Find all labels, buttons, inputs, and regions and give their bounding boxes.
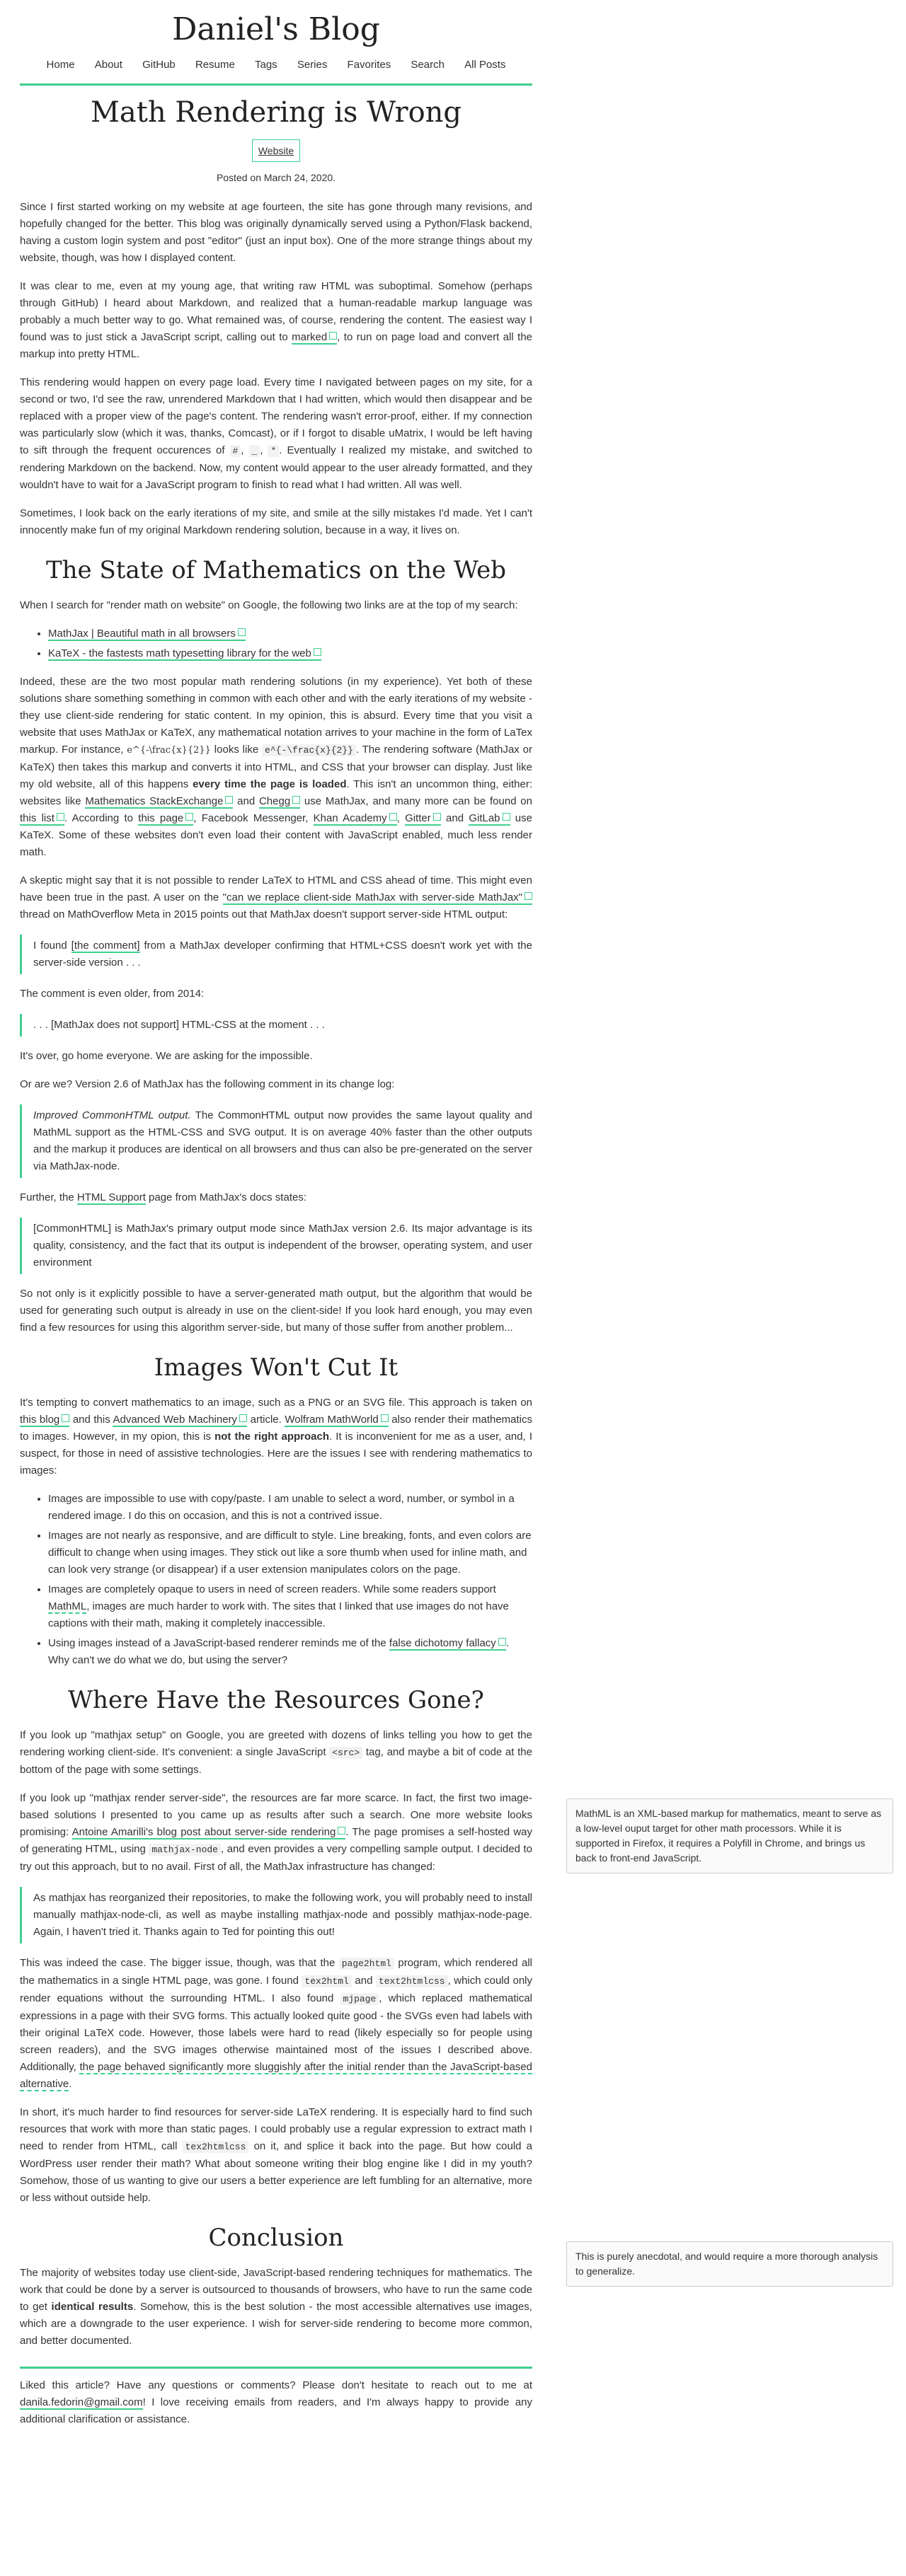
nav-about[interactable]: About: [94, 59, 122, 71]
bold-text: identical results: [51, 2301, 134, 2313]
external-link-icon: [503, 813, 510, 821]
site-title[interactable]: Daniel's Blog: [172, 11, 380, 47]
link-this-list[interactable]: this list: [20, 812, 64, 826]
paragraph: So not only is it explicitly possible to have a server-generated math output, but the algorithm that would be used for generating such output is already in use on the client-side! If you look hard enough, you may even find a few resources for using this algorithm server-side, but many of those suffer from another problem...: [20, 1288, 532, 1334]
external-link-icon: [338, 1827, 345, 1835]
list-item: [48, 645, 532, 662]
heading-state-of-math: The State of Mathematics on the Web: [45, 556, 507, 584]
paragraph: If you look up "mathjax render server-side", the resources are far more scarce. In fact, the first two image-based solutions I presented to you came up as results after such a search. One more website looks promising: Antoine Amarilli's blog post about server-side rendering . The page promises a self-hosted way of generating HTML, using mathjax-node , and even provides a very compelling sample output. I decided to try out this approach, but to no avail. First of all, the MathJax infrastructure has changed:: [20, 1792, 532, 1873]
blockquote: [CommonHTML] is MathJax's primary output mode since MathJax version 2.6. Its major advantage is its quality, consistency, and the fact that its output is independent of the browser, operating system, and user environment: [20, 1218, 532, 1274]
heading-conclusion: Conclusion: [208, 2224, 344, 2252]
paragraph: Sometimes, I look back on the early iterations of my site, and smile at the silly mistakes I'd made. Yet I can't innocently make fun of my original Markdown rendering solution, because in a way, it lives on.: [20, 507, 532, 536]
link-katex[interactable]: KaTeX - the fastests math typesetting library for the web: [48, 647, 321, 661]
inline-code: text2htmlcss: [376, 1975, 448, 1987]
link-this-blog[interactable]: this blog: [20, 1414, 69, 1427]
inline-code: page2html: [339, 1958, 394, 1970]
paragraph: This rendering would happen on every page load. Every time I navigated between pages on my site, for a second or two, I'd see the raw, unrendered Markdown that I had written, which would then disappear and be replaced with a proper view of the page's content. The rendering wasn't error-proof, either. If my connection was particularly slow (which it was, thanks, Comcast), or if I forgot to disable uMatrix, I would be left having to sift through the frequent occurences of # , _ , * . Eventually I realized my mistake, and switched to rendering Markdown on the backend. Now, my content would appear to the user already formatted, and they wouldn't have to wait for a JavaScript program to finish to read what I had written. All was well.: [20, 376, 532, 491]
paragraph: Indeed, these are the two most popular math rendering solutions (in my experience). Yet both of these solutions share something something in common with each other and with the early iterations of my website - they use client-side rendering for static content. In my opinion, this is absurd. Every time that you visit a website that uses MathJax or KaTeX, any mathematical notation arrives to your machine in the form of LaTex markup. For instance, e^{-\frac{x}{2}} looks like e^{-\frac{x}{2}} . The rendering software (MathJax or KaTeX) then takes this markup and converts it into HTML, and CSS that your browser can display. Just like my old website, all of this happens every time the page is loaded. This isn't an uncommon thing, either: websites like Mathematics StackExchange and Chegg use MathJax, and many more can be found on this list . According to this page , Facebook Messenger, Khan Academy , Gitter and GitLab use KaTeX. Some of these websites don't even load their content with JavaScript enabled, much less render math.: [20, 676, 533, 858]
link-gitlab[interactable]: GitLab: [469, 812, 510, 826]
link-amarilli-blog[interactable]: Antoine Amarilli's blog post about server-side rendering: [72, 1826, 346, 1839]
nav-search[interactable]: Search: [411, 59, 445, 71]
external-link-icon: [433, 813, 441, 821]
tag-website[interactable]: Website: [252, 139, 300, 162]
inline-code: <src>: [329, 1747, 362, 1759]
email-link[interactable]: danila.fedorin@gmail.com: [20, 2396, 143, 2408]
blockquote: As mathjax has reorganized their repositories, to make the following work, you will probably need to install manually mathjax-node-cli, as well as maybe installing mathjax-node and possibly mathjax-node-page. Again, I haven't tried it. Thanks again to Ted for pointing this out!: [20, 1887, 532, 1943]
external-link-icon: [185, 813, 193, 821]
sidenote-mathml: MathML is an XML-based markup for mathematics, meant to serve as a low-level ouput target for other math processors. While it is supported in Firefox, it requires a Polyfill in Chrome, and brings us back to front-end JavaScript.: [566, 1798, 893, 1873]
nav-series[interactable]: Series: [297, 59, 328, 71]
paragraph: It's over, go home everyone. We are asking for the impossible.: [20, 1050, 313, 1062]
list-item: • Images are impossible to use with copy/paste. I am unable to select a word, number, or symbol in a rendered image. I do this on occasion, and this is not a contrived issue.: [48, 1491, 532, 1525]
link-the-comment[interactable]: [the comment]: [71, 940, 140, 952]
external-link-icon: [239, 1414, 247, 1422]
blockquote: I found [the comment] from a MathJax developer confirming that HTML+CSS doesn't work yet with the server-side version . . .: [20, 935, 532, 974]
external-link-icon: [389, 813, 397, 821]
external-link-icon: [329, 332, 337, 340]
link-mathoverflow-thread[interactable]: "can we replace client-side MathJax with server-side MathJax": [223, 891, 532, 905]
external-link-icon: [314, 648, 321, 656]
inline-code: mathjax-node: [149, 1844, 221, 1856]
math-expression: e^{-\frac{x}{2}}: [127, 745, 211, 756]
link-false-dichotomy[interactable]: false dichotomy fallacy: [389, 1637, 506, 1651]
tag-list: [20, 139, 532, 162]
link-wolfram-mathworld[interactable]: Wolfram MathWorld: [285, 1414, 388, 1427]
inline-code: *: [268, 445, 279, 457]
link-html-support[interactable]: HTML Support: [76, 1191, 146, 1203]
paragraph: Or are we? Version 2.6 of MathJax has the following comment in its change log:: [20, 1078, 395, 1090]
external-link-icon: [62, 1414, 69, 1422]
inline-code: e^{-\frac{x}{2}}: [262, 744, 356, 756]
blockquote: . . . [MathJax does not support] HTML-CSS at the moment . . .: [20, 1014, 532, 1036]
external-link-icon: [238, 628, 246, 636]
inline-code: _: [249, 445, 260, 457]
bold-text: every time the page is loaded: [193, 778, 347, 790]
footer-divider: [20, 2367, 532, 2369]
main-nav: [20, 57, 532, 74]
paragraph: Further, the HTML Support page from MathJax's docs states:: [20, 1191, 306, 1203]
nav-github[interactable]: GitHub: [142, 59, 176, 71]
paragraph: This was indeed the case. The bigger issue, though, was that the page2html program, which rendered all the mathematics in a single HTML page, was gone. I found tex2html and text2htmlcss , which could only render equations without the surrounding HTML. I also found mjpage , which replaced mathematical expressions in a page with their SVG forms. This actually looked quite good - the SVGs even had labels with their original LaTeX code. However, those labels were hard to read (likely especially so for people using screen readers), and the SVG images otherwise maintained most of the issues I described above. Additionally, the page behaved significantly more sluggishly after the initial render than the JavaScript-based alternative.: [20, 1957, 532, 2090]
link-mathjax[interactable]: MathJax | Beautiful math in all browsers: [48, 628, 246, 641]
paragraph: In short, it's much harder to find resources for server-side LaTeX rendering. It is especially hard to find such resources that work with more than static pages. I could probably use a regular expression to extract math I need to render from HTML, call tex2htmlcss on it, and splice it back into the page. But how could a WordPress user render their math? What about someone writing their blog engine like I did in my youth? Somehow, those of us wanting to give our users a better experience are left fumbling for an alternative, more or less without outside help.: [20, 2106, 532, 2204]
paragraph: Since I first started working on my website at age fourteen, the site has gone through many revisions, and hopefully changed for the better. This blog was originally dynamically served using a Python/Flask backend, having a custom login system and post "editor" (just an input box). One of the more strange things about my website, though, was how I displayed content.: [20, 201, 532, 264]
nav-home[interactable]: Home: [46, 59, 75, 71]
list-item: [48, 625, 532, 642]
inline-code: tex2html: [302, 1975, 351, 1987]
heading-images: Images Won't Cut It: [154, 1353, 398, 1382]
post-title: Math Rendering is Wrong: [90, 96, 462, 129]
paragraph: A skeptic might say that it is not possible to render LaTeX to HTML and CSS ahead of time. This might even have been true in the past. A user on the "can we replace client-side MathJax with server-side MathJax" thread on MathOverflow Meta in 2015 points out that MathJax doesn't support server-side HTML output:: [20, 874, 532, 920]
post-date: Posted on March 24, 2020.: [216, 172, 336, 183]
link-marked[interactable]: marked: [292, 331, 337, 345]
search-results-list: [20, 625, 532, 662]
link-sluggish-sidenote[interactable]: the page behaved significantly more sluggishly after the initial render than the JavaScript-based alternative: [20, 2061, 532, 2090]
paragraph: It's tempting to convert mathematics to an image, such as a PNG or an SVG file. This approach is taken on this blog and this Advanced Web Machinery article. Wolfram MathWorld also render their mathematics to images. However, in my opion, this is not the right approach. It is inconvenient for me as a user, and, I suspect, for those in need of assistive technologies. Here are the issues I see with rendering mathematics to images:: [20, 1397, 533, 1477]
external-link-icon: [524, 892, 532, 900]
blockquote: Improved CommonHTML output. The CommonHTML output now provides the same layout quality and MathML support as the HTML-CSS and SVG output. It is on average 40% faster than the other outputs and the markup it produces are identical on all browsers and thus can also be pre-generated on the server via MathJax-node.: [20, 1104, 532, 1178]
paragraph: When I search for "render math on website" on Google, the following two links are at the top of my search:: [20, 599, 518, 611]
link-gitter[interactable]: Gitter: [405, 812, 441, 826]
inline-code: tex2htmlcss: [183, 2141, 249, 2153]
inline-code: #: [230, 445, 241, 457]
sidenote-anecdotal: This is purely anecdotal, and would require a more thorough analysis to generalize.: [566, 2241, 893, 2287]
paragraph: If you look up "mathjax setup" on Google, you are greeted with dozens of links telling you how to get the rendering working client-side. It's convenient: a single JavaScript <src> tag, and maybe a bit of code at the bottom of the page with some settings.: [20, 1729, 532, 1776]
external-link-icon: [381, 1414, 389, 1422]
list-item: • Images are completely opaque to users in need of screen readers. While some readers support MathML, images are much harder to work with. The sites that I linked that use images do not have captions with their math, making it completely inaccessible.: [48, 1581, 532, 1632]
heading-resources: Where Have the Resources Gone?: [68, 1686, 484, 1714]
external-link-icon: [292, 796, 300, 804]
external-link-icon: [498, 1638, 506, 1646]
link-khan-academy[interactable]: Khan Academy: [314, 812, 397, 826]
nav-all-posts[interactable]: All Posts: [464, 59, 506, 71]
issues-list: [20, 1491, 532, 1669]
paragraph: The majority of websites today use client-side, JavaScript-based rendering techniques for mathematics. The work that could be done by a server is outsourced to thousands of browsers, who have to run the same code to get identical results. Somehow, this is the best solution - the most accessible alternatives use images, which are a downgrade to the user experience. I wish for server-side rendering to become more common, and better documented.: [20, 2267, 532, 2347]
list-item: • Using images instead of a JavaScript-based renderer reminds me of the false dichotomy fallacy . Why can't we do what we do, but using the server?: [48, 1635, 532, 1669]
nav-resume[interactable]: Resume: [195, 59, 235, 71]
list-item: • Images are not nearly as responsive, and are difficult to style. Line breaking, fonts, and even colors are difficult to change when using images. They stick out like a sore thumb when used for inline math, and can look very strange (or disappear) if a user extension manipulates colors on the page.: [48, 1527, 532, 1578]
paragraph: It was clear to me, even at my young age, that writing raw HTML was suboptimal. Somehow (perhaps through GitHub) I heard about Markdown, and realized that a human-readable markup language was probably a much better way to go. What remained was, of course, rendering the content. The easiest way I found was to just stick a JavaScript script, calling out to marked , to run on page load and convert all the markup into pretty HTML.: [20, 280, 533, 360]
emphasis-text: Improved CommonHTML output.: [33, 1109, 191, 1121]
bold-text: not the right approach: [214, 1431, 330, 1443]
link-advanced-web-machinery[interactable]: Advanced Web Machinery: [113, 1414, 247, 1427]
external-link-icon: [225, 796, 233, 804]
nav-tags[interactable]: Tags: [254, 59, 277, 71]
link-math-stackexchange[interactable]: Mathematics StackExchange: [85, 795, 233, 809]
link-mathml-sidenote[interactable]: MathML: [48, 1600, 87, 1612]
page-wrapper: [20, 0, 532, 2439]
footer-text: Liked this article? Have any questions or comments? Please don't hesitate to reach out to me at danila.fedorin@gmail.com! I love receiving emails from readers, and I'm always happy to provide any additional clarification or assistance.: [20, 2379, 532, 2425]
link-this-page[interactable]: this page: [138, 812, 193, 826]
inline-code: mjpage: [340, 1993, 379, 2005]
nav-divider: [20, 83, 532, 86]
paragraph: The comment is even older, from 2014:: [20, 988, 205, 1000]
link-chegg[interactable]: Chegg: [259, 795, 300, 809]
external-link-icon: [57, 813, 64, 821]
nav-favorites[interactable]: Favorites: [347, 59, 391, 71]
